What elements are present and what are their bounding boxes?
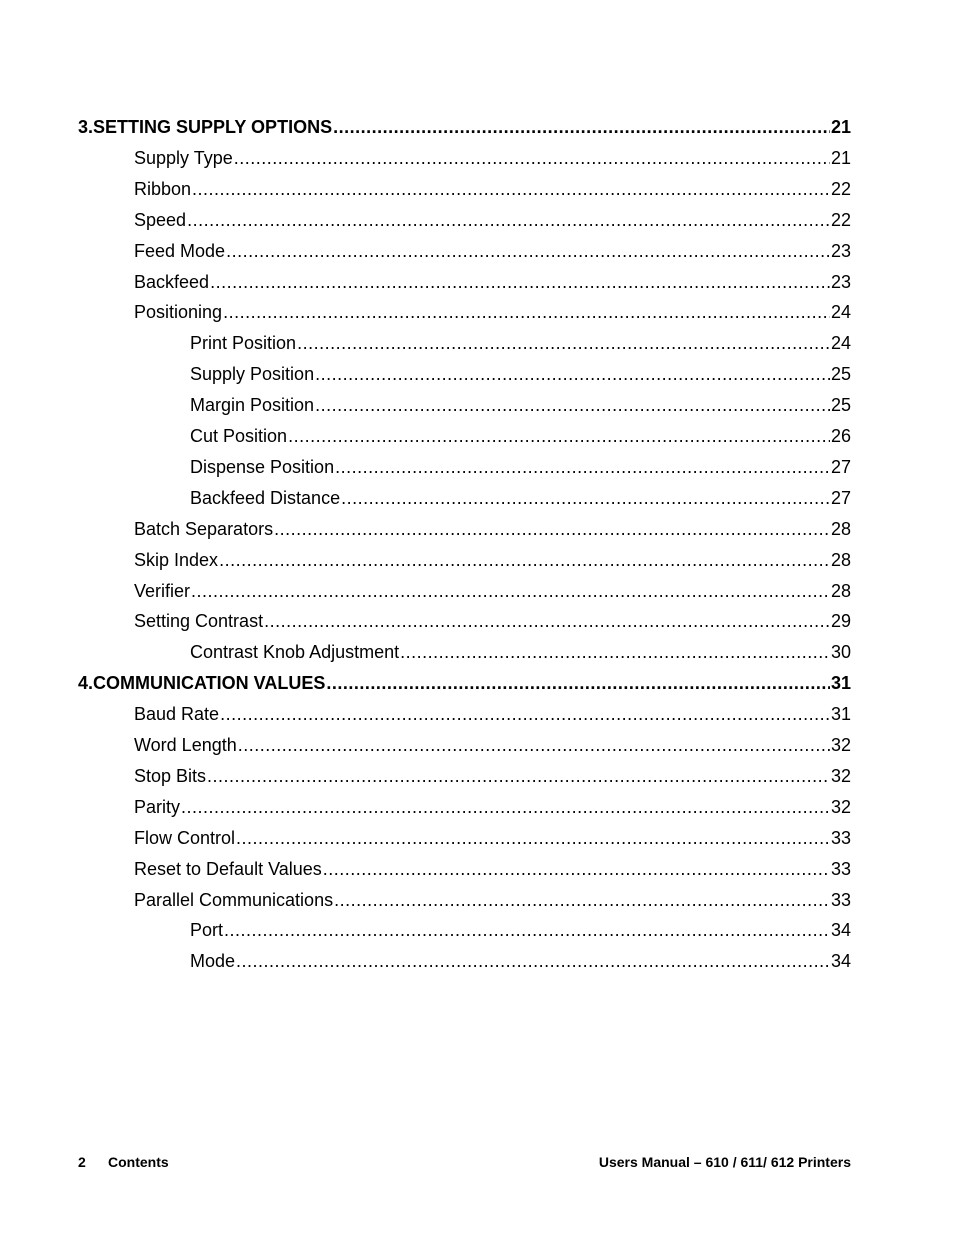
toc-entry-title: Cut Position [190, 426, 288, 446]
toc-entry[interactable] [134, 762, 851, 790]
toc-dot-leader [274, 515, 830, 543]
toc-chapter-number: 4. [78, 673, 94, 694]
toc-entry-title: Backfeed Distance [190, 487, 341, 508]
toc-entry-title: Parallel Communications [134, 889, 334, 910]
toc-page-number: 23 [830, 240, 851, 261]
toc-chapter-number: 3. [78, 117, 94, 137]
toc-entry-title: Supply Type [134, 147, 233, 168]
footer-page-number: 2 [78, 1154, 86, 1170]
toc-dot-leader [187, 206, 830, 234]
toc-entry-title: Word Length [134, 735, 237, 755]
toc-page-number: 32 [830, 796, 851, 817]
toc-entry-title: COMMUNICATION VALUES [93, 673, 326, 694]
toc-page-number: 28 [830, 580, 851, 601]
toc-dot-leader [333, 113, 830, 141]
toc-entry[interactable] [190, 484, 851, 512]
toc-entry-title: Flow Control [134, 827, 236, 848]
toc-page-number: 26 [830, 426, 851, 446]
toc-page-number: 33 [830, 889, 851, 910]
toc-page-number: 31 [830, 704, 851, 725]
toc-entry-title: Contrast Knob Adjustment [190, 642, 400, 663]
toc-entry[interactable] [134, 298, 851, 326]
toc-entry[interactable] [134, 731, 851, 759]
toc-entry-title: Feed Mode [134, 240, 226, 261]
toc-entry[interactable] [134, 206, 851, 234]
toc-page-number: 25 [830, 364, 851, 385]
toc-dot-leader [207, 762, 830, 790]
toc-dot-leader [400, 638, 830, 666]
toc-entry[interactable] [190, 453, 851, 481]
toc-dot-leader [341, 484, 830, 512]
toc-entry[interactable] [134, 515, 851, 543]
toc-entry-title: Setting Contrast [134, 611, 264, 632]
toc-entry[interactable] [134, 824, 851, 852]
toc-dot-leader [226, 237, 830, 265]
toc-page-number: 34 [830, 951, 851, 972]
toc-page-number: 21 [830, 147, 851, 168]
toc-page-number: 22 [830, 209, 851, 230]
toc-entry[interactable] [134, 700, 851, 728]
toc-entry[interactable] [190, 391, 851, 419]
toc-dot-leader [315, 360, 830, 388]
toc-page-number: 27 [830, 456, 851, 477]
toc-entry-title: Verifier [134, 580, 191, 601]
toc-dot-leader [236, 947, 830, 975]
toc-entry-title: Positioning [134, 302, 223, 323]
toc-entry[interactable] [190, 422, 851, 450]
toc-entry-title: Print Position [190, 333, 297, 354]
toc-entry-title: Baud Rate [134, 704, 220, 725]
toc-entry-title: SETTING SUPPLY OPTIONS [93, 117, 333, 137]
toc-page-number: 23 [830, 271, 851, 292]
toc-chapter-entry[interactable] [78, 669, 851, 697]
toc-entry-title: Batch Separators [134, 518, 274, 539]
toc-entry-title: Port [190, 920, 224, 941]
toc-dot-leader [264, 607, 830, 635]
toc-dot-leader [335, 453, 830, 481]
toc-entry-title: Supply Position [190, 364, 315, 385]
toc-dot-leader [323, 855, 830, 883]
toc-page-number: 34 [830, 920, 851, 941]
toc-entry[interactable] [134, 268, 851, 296]
toc-page-number: 33 [830, 858, 851, 879]
toc-dot-leader [234, 144, 830, 172]
toc-entry[interactable] [134, 855, 851, 883]
toc-page-number: 31 [830, 673, 851, 694]
toc-dot-leader [210, 268, 830, 296]
footer-manual-title: Users Manual – 610 / 611/ 612 Printers [598, 1154, 851, 1170]
toc-entry[interactable] [190, 360, 851, 388]
toc-dot-leader [315, 391, 830, 419]
toc-dot-leader [334, 886, 830, 914]
toc-entry[interactable] [134, 793, 851, 821]
toc-page-number: 32 [830, 765, 851, 786]
toc-page-number: 27 [830, 487, 851, 508]
toc-dot-leader [181, 793, 830, 821]
toc-entry[interactable] [134, 577, 851, 605]
toc-page-number: 30 [830, 642, 851, 663]
toc-dot-leader [223, 298, 830, 326]
toc-entry-title: Backfeed [134, 271, 210, 292]
toc-page-number: 28 [830, 518, 851, 539]
toc-dot-leader [224, 916, 830, 944]
toc-page-number: 22 [830, 178, 851, 199]
toc-dot-leader [297, 329, 830, 357]
toc-entry-title: Ribbon [134, 178, 192, 199]
toc-dot-leader [220, 700, 830, 728]
toc-dot-leader [238, 731, 830, 759]
toc-dot-leader [191, 577, 830, 605]
toc-entry[interactable] [190, 916, 851, 944]
toc-entry[interactable] [134, 175, 851, 203]
toc-page-number: 24 [830, 333, 851, 354]
toc-entry[interactable] [134, 607, 851, 635]
toc-page-number: 28 [830, 549, 851, 570]
toc-entry-title: Speed [134, 209, 187, 230]
toc-page-number: 33 [830, 827, 851, 848]
toc-entry-title: Margin Position [190, 395, 315, 416]
toc-entry-title: Skip Index [134, 549, 219, 570]
toc-dot-leader [192, 175, 830, 203]
toc-page-number: 21 [830, 117, 851, 137]
toc-chapter-entry[interactable] [78, 113, 851, 141]
toc-entry[interactable] [190, 329, 851, 357]
toc-entry[interactable] [134, 144, 851, 172]
toc-entry[interactable] [190, 638, 851, 666]
toc-dot-leader [326, 669, 830, 697]
toc-entry-title: Dispense Position [190, 456, 335, 477]
toc-entry[interactable] [134, 237, 851, 265]
page-footer [78, 1152, 851, 1172]
toc-entry[interactable] [190, 947, 851, 975]
toc-page-number: 24 [830, 302, 851, 323]
toc-entry-title: Stop Bits [134, 765, 207, 786]
toc-entry[interactable] [134, 886, 851, 914]
toc-dot-leader [288, 422, 830, 450]
footer-section: Contents [108, 1154, 169, 1170]
toc-page-number: 29 [830, 611, 851, 632]
toc-entry-title: Reset to Default Values [134, 858, 322, 879]
toc-entry-title: Mode [190, 951, 236, 972]
toc-dot-leader [236, 824, 830, 852]
toc-dot-leader [219, 546, 830, 574]
toc-page-number: 32 [830, 735, 851, 755]
toc-entry-title: Parity [134, 796, 181, 817]
toc-entry[interactable] [134, 546, 851, 574]
toc-page-number: 25 [830, 395, 851, 416]
